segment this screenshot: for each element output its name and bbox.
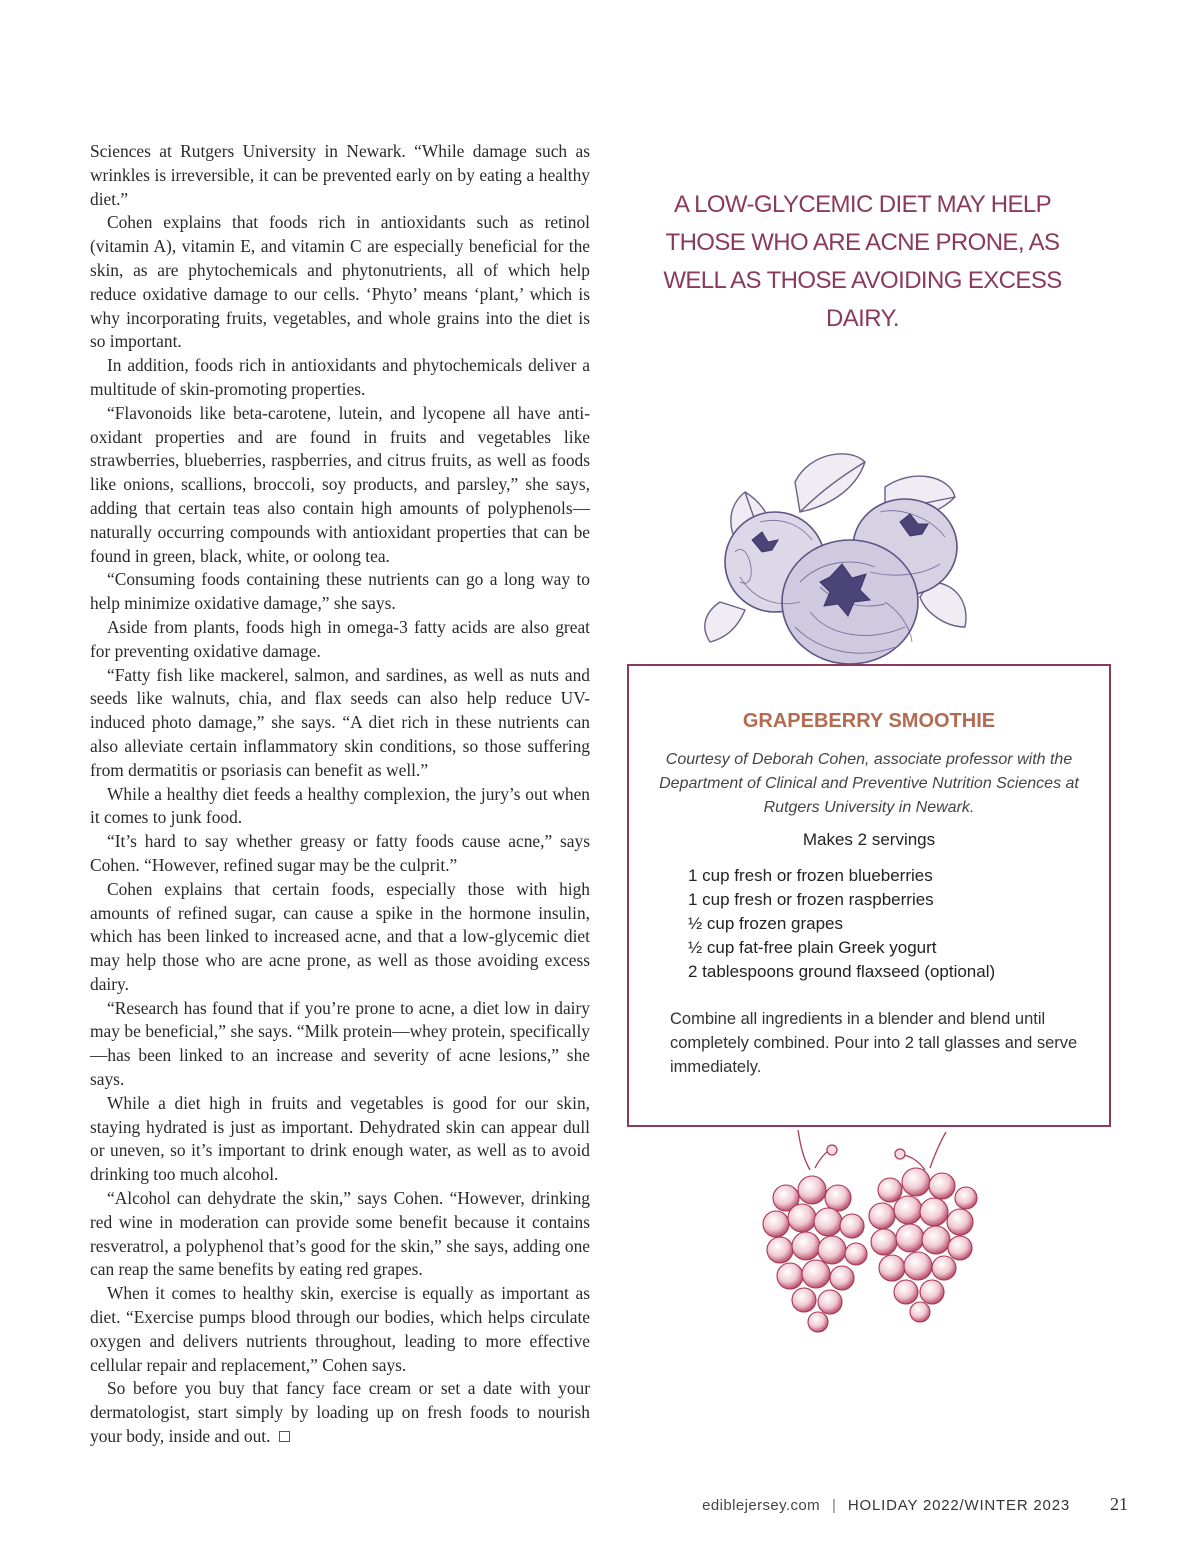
recipe-directions: Combine all ingredients in a blender and blend until completely combined. Pour into 2 tall glasses and serve immediately. xyxy=(670,1010,1078,1076)
ingredient-item: 2 tablespoons ground flaxseed (optional) xyxy=(688,962,996,981)
article-final-paragraph xyxy=(90,1377,590,1448)
recipe-box xyxy=(627,664,1111,1127)
article-paragraph: While a healthy diet feeds a healthy complexion, the jury’s out when it comes to junk food. xyxy=(90,783,590,828)
blueberry-illustration-icon xyxy=(700,452,975,667)
article-paragraph: When it comes to healthy skin, exercise is equally as important as diet. “Exercise pumps blood through our bodies, which helps circulate oxygen and delivers nutrients throughout, leading to more effective cellular repair and replacement,” Cohen says. xyxy=(90,1283,590,1375)
raspberry-illustration-icon xyxy=(740,1128,1000,1334)
article-paragraph: “Fatty fish like mackerel, salmon, and sardines, as well as nuts and seeds like walnuts, chia, and flax seeds can also help reduce UV-induced photo damage,” she says. “A diet rich in these nutrients can also alleviate certain inflammatory skin conditions, so those suffering from dermatitis or psoriasis can benefit as well.” xyxy=(90,664,590,780)
ingredient-list xyxy=(688,864,995,984)
article-paragraph: In addition, foods rich in antioxidants and phytochemicals deliver a multitude of skin-promoting properties. xyxy=(90,355,590,399)
article-paragraph: While a diet high in fruits and vegetables is good for our skin, staying hydrated is just as important. Dehydrated skin can appear dull or uneven, so it’s important to drink enough water, as well as to avoid drinking too much alcohol. xyxy=(90,1092,590,1185)
article-paragraph-text: So before you buy that fancy face cream or set a date with your dermatologist, start simply by loading up on fresh foods to nourish your body, inside and out. xyxy=(90,1378,590,1447)
article-paragraph: Cohen explains that certain foods, especially those with high amounts of refined sugar, can cause a spike in the hormone insulin, which has been linked to increased acne, and that a low-glycemic diet may help those who are acne prone, as well as those avoiding excess dairy. xyxy=(90,878,590,994)
footer-issue: HOLIDAY 2022/WINTER 2023 xyxy=(847,1497,1070,1514)
page-number: 21 xyxy=(1110,1494,1128,1514)
footer-site-link[interactable]: ediblejersey.com xyxy=(702,1497,821,1514)
end-mark-icon xyxy=(279,1431,290,1442)
ingredient-item: 1 cup fresh or frozen blueberries xyxy=(688,866,933,885)
article-paragraph: Cohen explains that foods rich in antioxidants such as retinol (vitamin A), vitamin E, and vitamin C are especially beneficial for the skin, as are phytochemicals and phytonutrients, all of which help reduce oxidative damage to our cells. ‘Phyto’ means ‘plant,’ which is why incorporating fruits, vegetables, and whole grains into the diet is so important. xyxy=(90,212,590,352)
article-paragraph: “Consuming foods containing these nutrients can go a long way to help minimize oxidative damage,” she says. xyxy=(90,569,590,614)
recipe-title: GRAPEBERRY SMOOTHIE xyxy=(742,710,996,732)
ingredient-item: 1 cup fresh or frozen raspberries xyxy=(688,890,934,909)
ingredient-item: ½ cup frozen grapes xyxy=(688,914,843,933)
article-paragraph: “Research has found that if you’re prone to acne, a diet low in dairy may be beneficial,” she says. “Milk protein—whey protein, specifically—has been linked to an increase and severity of acne lesions,” she says. xyxy=(90,997,590,1090)
article-paragraph: Aside from plants, foods high in omega-3 fatty acids are also great for preventing oxidative damage. xyxy=(90,616,590,661)
page-footer xyxy=(702,1494,1128,1515)
pull-quote: A LOW-GLYCEMIC DIET MAY HELP THOSE WHO ARE ACNE PRONE, AS WELL AS THOSE AVOIDING EXCESS DAIRY. xyxy=(663,191,1062,332)
article-body xyxy=(90,140,590,1449)
article-paragraph: Sciences at Rutgers University in Newark. “While damage such as wrinkles is irreversible, it can be prevented early on by eating a healthy diet.” xyxy=(90,141,590,209)
ingredient-item: ½ cup fat-free plain Greek yogurt xyxy=(688,938,937,957)
article-paragraph: “Alcohol can dehydrate the skin,” says Cohen. “However, drinking red wine in moderation can provide some benefit because it contains resveratrol, a polyphenol that’s good for the skin,” she says, adding one can reap the same benefits by eating red grapes. xyxy=(90,1188,590,1280)
footer-separator: | xyxy=(832,1497,836,1514)
article-paragraph: “Flavonoids like beta-carotene, lutein, and lycopene all have anti-oxidant properties and are found in fruits and vegetables like strawberries, blueberries, raspberries, and citrus fruits, as well as foods like onions, scallions, broccoli, soy products, and parsley,” she says, adding that certain teas also contain high amounts of polyphenols—naturally occurring compounds with antioxidant properties that can be found in green, black, white, or oolong tea. xyxy=(90,402,590,566)
recipe-credit: Courtesy of Deborah Cohen, associate professor with the Department of Clinical and Preventive Nutrition Sciences at Rutgers University in Newark. xyxy=(659,751,1079,816)
recipe-servings: Makes 2 servings xyxy=(802,830,936,849)
article-paragraph: “It’s hard to say whether greasy or fatty foods cause acne,” says Cohen. “However, refined sugar may be the culprit.” xyxy=(90,831,590,875)
